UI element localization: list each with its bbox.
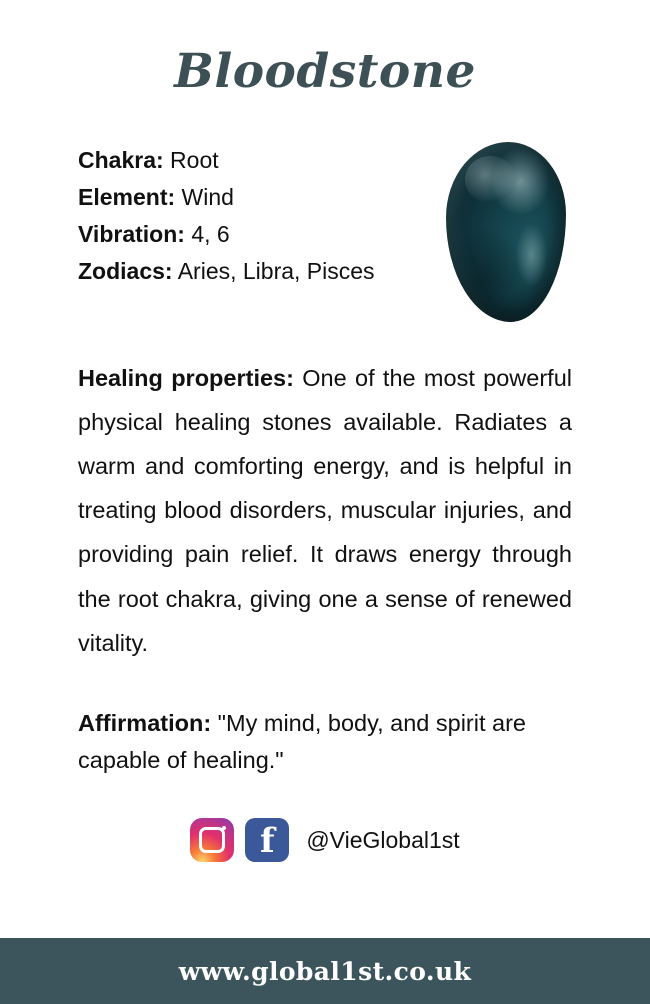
stone-image-container: [375, 142, 572, 322]
social-handle: @VieGlobal1st: [306, 826, 460, 853]
affirmation-paragraph: [78, 705, 572, 780]
attribute-row-vibration: [78, 216, 375, 253]
footer-bar: [0, 938, 650, 1004]
page-title: Bloodstone: [174, 44, 476, 99]
bloodstone-image: [446, 142, 566, 322]
attribute-value-element: Wind: [181, 183, 234, 210]
attribute-row-zodiacs: [78, 253, 375, 290]
attribute-value-zodiacs: Aries, Libra, Pisces: [177, 258, 375, 285]
healing-properties-text: One of the most powerful physical healing stones available. Radiates a warm and comforting energy, and is helpful in treating blood disorders, muscular injuries, and providing pain relief. It draws energy through the root chakra, giving one a sense of renewed vitality.: [78, 364, 572, 656]
social-row: [78, 818, 572, 862]
facebook-glyph: f: [260, 821, 275, 862]
instagram-ring-shape: [199, 827, 225, 853]
website-url[interactable]: www.global1st.co.uk: [178, 956, 472, 986]
attribute-row-chakra: [78, 142, 375, 179]
healing-properties-label: Healing properties:: [78, 364, 294, 391]
facebook-icon[interactable]: [245, 818, 289, 862]
instagram-icon[interactable]: [190, 818, 234, 862]
affirmation-text: "My mind, body, and spirit are capable of healing.": [78, 709, 526, 774]
attribute-list: [78, 142, 375, 291]
healing-properties-paragraph: [78, 356, 572, 665]
attribute-key-zodiacs: Zodiacs:: [78, 258, 173, 285]
instagram-dot-shape: [222, 826, 226, 830]
affirmation-label: Affirmation:: [78, 709, 212, 736]
attribute-value-chakra: Root: [170, 146, 219, 173]
attribute-key-vibration: Vibration:: [78, 221, 185, 248]
attribute-row-element: [78, 179, 375, 216]
card-content: [0, 98, 650, 938]
attribute-key-element: Element:: [78, 183, 176, 210]
attributes-section: [78, 142, 572, 322]
attribute-value-vibration: 4, 6: [191, 221, 230, 248]
attribute-key-chakra: Chakra:: [78, 146, 164, 173]
